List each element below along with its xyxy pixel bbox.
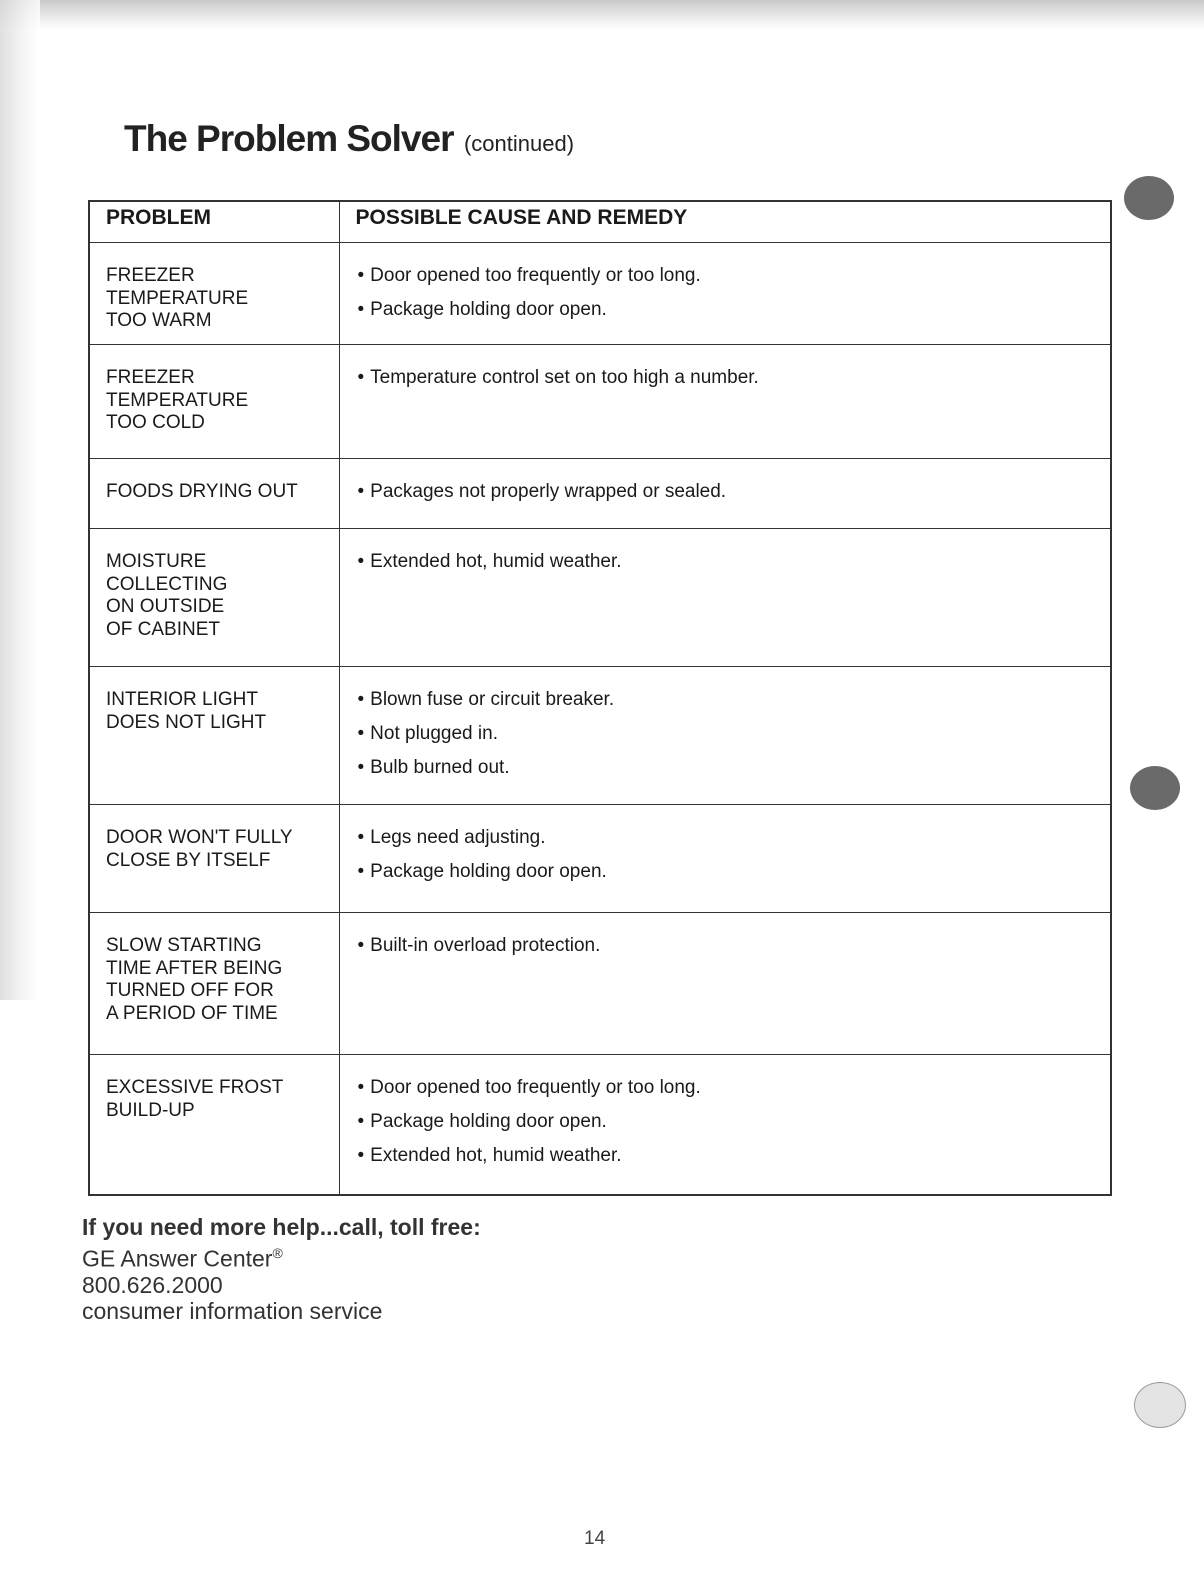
problem-line: A PERIOD OF TIME <box>106 1002 278 1024</box>
remedy-item: • Built-in overload protection. <box>358 935 1093 957</box>
help-block <box>82 1214 481 1324</box>
remedy-list <box>358 265 1093 321</box>
remedy-cell <box>339 805 1111 913</box>
problem-line: OF CABINET <box>106 618 221 640</box>
header-remedy: POSSIBLE CAUSE AND REMEDY <box>339 201 1111 243</box>
problem-line: FOODS DRYING OUT <box>106 481 298 503</box>
remedy-item: • Packages not properly wrapped or sealed. <box>358 481 1093 503</box>
remedy-item: • Blown fuse or circuit breaker. <box>358 689 1093 711</box>
remedy-item: • Legs need adjusting. <box>358 827 1093 849</box>
problem-line: BUILD-UP <box>106 1099 195 1121</box>
scan-edge-top <box>0 0 1204 30</box>
answer-center-line <box>82 1240 481 1272</box>
page-number: 14 <box>584 1528 606 1549</box>
remedy-item: • Package holding door open. <box>358 861 1093 883</box>
problem-line: EXCESSIVE FROST <box>106 1077 284 1099</box>
remedy-item: • Extended hot, humid weather. <box>358 1145 1093 1167</box>
problem-line: INTERIOR LIGHT <box>106 689 259 711</box>
problem-cell <box>89 913 339 1055</box>
problem-line: TEMPERATURE <box>106 389 249 411</box>
phone-number: 800.626.2000 <box>82 1271 223 1298</box>
problem-line: FREEZER <box>106 265 195 286</box>
table-row <box>89 805 1111 913</box>
problem-line: ON OUTSIDE <box>106 596 225 618</box>
remedy-cell <box>339 913 1111 1055</box>
table-header-row <box>89 201 1111 243</box>
page-title <box>124 118 574 160</box>
remedy-cell <box>339 1055 1111 1195</box>
problem-line: DOOR WON'T FULLY <box>106 827 293 849</box>
problem-cell <box>89 243 339 345</box>
problem-cell <box>89 459 339 529</box>
problem-line: CLOSE BY ITSELF <box>106 849 271 871</box>
problem-line: COLLECTING <box>106 573 228 595</box>
problem-cell <box>89 529 339 667</box>
service-line: consumer information service <box>82 1297 383 1324</box>
problem-line: TOO WARM <box>106 310 212 331</box>
remedy-list <box>358 935 1093 957</box>
remedy-cell <box>339 459 1111 529</box>
remedy-list <box>358 481 1093 503</box>
answer-center-name: GE Answer Center <box>82 1245 273 1272</box>
remedy-cell <box>339 529 1111 667</box>
remedy-list <box>358 689 1093 779</box>
remedy-item: • Temperature control set on too high a number. <box>358 367 1093 389</box>
remedy-item: • Extended hot, humid weather. <box>358 551 1093 573</box>
help-line: If you need more help...call, toll free: <box>82 1214 481 1240</box>
remedy-list <box>358 367 1093 389</box>
binder-tab-icon <box>1134 1382 1186 1428</box>
table-row <box>89 345 1111 459</box>
problem-cell <box>89 805 339 913</box>
remedy-item: • Package holding door open. <box>358 299 1093 321</box>
remedy-cell <box>339 243 1111 345</box>
remedy-list <box>358 827 1093 883</box>
title-main: The Problem Solver <box>124 118 454 159</box>
scan-edge-left <box>0 0 40 1000</box>
table-row <box>89 529 1111 667</box>
table-row <box>89 913 1111 1055</box>
binder-tab-icon <box>1124 176 1174 220</box>
problem-cell <box>89 1055 339 1195</box>
remedy-item: • Package holding door open. <box>358 1111 1093 1133</box>
binder-tab-icon <box>1130 766 1180 810</box>
problem-line: MOISTURE <box>106 551 207 573</box>
problem-line: FREEZER <box>106 367 195 389</box>
table-row <box>89 667 1111 805</box>
problem-line: TIME AFTER BEING <box>106 957 283 979</box>
table-row <box>89 459 1111 529</box>
problem-line: TOO COLD <box>106 412 205 434</box>
remedy-item: • Door opened too frequently or too long. <box>358 1077 1093 1099</box>
problem-line: SLOW STARTING <box>106 935 262 957</box>
problem-cell <box>89 345 339 459</box>
title-sub: (continued) <box>463 131 575 156</box>
remedy-item: • Not plugged in. <box>358 723 1093 745</box>
remedy-item: • Door opened too frequently or too long. <box>358 265 1093 287</box>
problem-cell <box>89 667 339 805</box>
remedy-cell <box>339 345 1111 459</box>
problem-line: TEMPERATURE <box>106 287 249 309</box>
problem-line: DOES NOT LIGHT <box>106 711 267 733</box>
table-row <box>89 1055 1111 1195</box>
remedy-list <box>358 1077 1093 1167</box>
table-body <box>89 243 1111 1196</box>
problem-solver-table <box>88 200 1112 1196</box>
registered-mark: ® <box>272 1245 283 1261</box>
problem-line: TURNED OFF FOR <box>106 980 274 1002</box>
remedy-list <box>358 551 1093 573</box>
table-row <box>89 243 1111 345</box>
remedy-item: • Bulb burned out. <box>358 757 1093 779</box>
header-problem: PROBLEM <box>89 201 339 243</box>
remedy-cell <box>339 667 1111 805</box>
